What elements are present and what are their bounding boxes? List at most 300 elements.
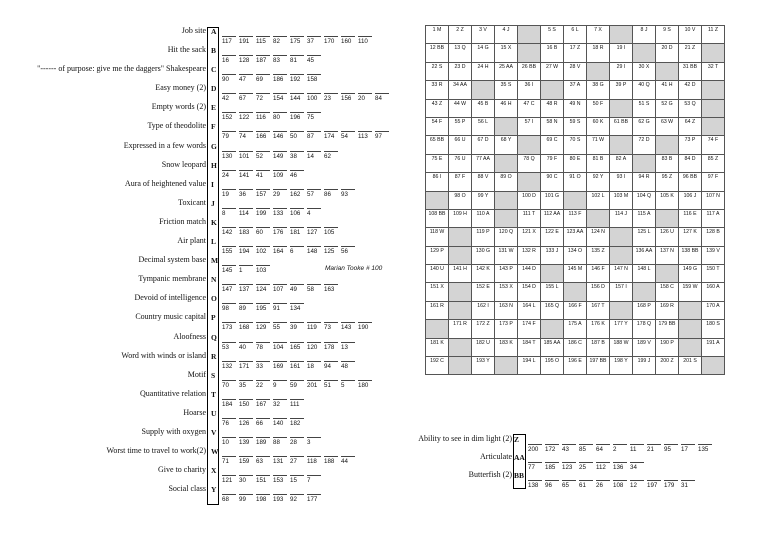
answer-slot[interactable]: 97 (375, 131, 389, 140)
grid-cell[interactable]: 17 Z (564, 44, 587, 62)
grid-cell[interactable]: 57 I (518, 117, 541, 135)
grid-cell[interactable]: 198 Y (610, 357, 633, 375)
answer-slot[interactable]: 168 (239, 322, 253, 331)
answer-slot[interactable]: 170 (324, 36, 338, 45)
grid-cell[interactable]: 83 B (656, 154, 679, 172)
answer-slot[interactable]: 60 (256, 227, 270, 236)
answer-slot[interactable]: 59 (290, 380, 304, 389)
grid-cell[interactable]: 54 F (426, 117, 449, 135)
answer-slot[interactable]: 169 (273, 361, 287, 370)
answer-slot[interactable]: 74 (239, 131, 253, 140)
grid-cell[interactable]: 41 H (656, 81, 679, 99)
answer-slot[interactable]: 148 (307, 246, 321, 255)
grid-cell[interactable]: 44 W (449, 99, 472, 117)
answer-slot[interactable]: 107 (273, 284, 287, 293)
grid-cell[interactable]: 106 J (679, 191, 702, 209)
grid-cell[interactable]: 199 J (633, 357, 656, 375)
grid-cell[interactable]: 180 S (702, 320, 725, 338)
grid-cell[interactable]: 136 AA (633, 246, 656, 264)
answer-slot[interactable]: 142 (222, 227, 236, 236)
answer-slot[interactable]: 116 (256, 112, 270, 121)
grid-cell[interactable]: 90 C (541, 173, 564, 191)
answer-slot[interactable]: 140 (273, 418, 287, 427)
answer-slot[interactable]: 62 (324, 151, 338, 160)
answer-slot[interactable]: 18 (307, 361, 321, 370)
grid-cell[interactable]: 99 Y (472, 191, 495, 209)
grid-cell[interactable]: 201 S (679, 357, 702, 375)
answer-slot[interactable]: 67 (239, 93, 253, 102)
answer-slot[interactable]: 104 (273, 342, 287, 351)
answer-slot[interactable]: 64 (596, 444, 610, 453)
answer-slot[interactable]: 163 (324, 284, 338, 293)
grid-cell[interactable]: 65 BB (426, 136, 449, 154)
answer-slot[interactable]: 15 (290, 475, 304, 484)
answer-slot[interactable]: 84 (375, 93, 389, 102)
grid-cell[interactable]: 49 N (564, 99, 587, 117)
answer-slot[interactable]: 196 (290, 112, 304, 121)
answer-slot[interactable]: 14 (307, 151, 321, 160)
grid-cell[interactable]: 166 F (564, 301, 587, 319)
answer-slot[interactable]: 99 (239, 494, 253, 503)
grid-cell[interactable]: 153 X (495, 283, 518, 301)
answer-slot[interactable]: 51 (324, 380, 338, 389)
answer-slot[interactable]: 127 (307, 227, 321, 236)
answer-slot[interactable]: 75 (307, 112, 321, 121)
answer-slot[interactable]: 27 (290, 456, 304, 465)
answer-slot[interactable]: 80 (273, 112, 287, 121)
answer-slot[interactable]: 10 (222, 437, 236, 446)
answer-slot[interactable]: 162 (290, 189, 304, 198)
answer-slot[interactable]: 183 (239, 227, 253, 236)
grid-cell[interactable]: 195 O (541, 357, 564, 375)
grid-cell[interactable]: 56 L (472, 117, 495, 135)
grid-cell[interactable]: 15 X (495, 44, 518, 62)
grid-cell[interactable]: 26 BB (518, 62, 541, 80)
grid-cell[interactable]: 185 AA (541, 338, 564, 356)
answer-slot[interactable]: 86 (324, 189, 338, 198)
grid-cell[interactable]: 150 T (702, 265, 725, 283)
grid-cell[interactable]: 81 B (587, 154, 610, 172)
grid-cell[interactable]: 112 AA (541, 209, 564, 227)
answer-slot[interactable]: 102 (256, 246, 270, 255)
answer-slot[interactable]: 58 (307, 284, 321, 293)
answer-slot[interactable]: 11 (630, 444, 644, 453)
grid-cell[interactable]: 171 R (449, 320, 472, 338)
answer-slot[interactable]: 37 (307, 36, 321, 45)
grid-cell[interactable]: 35 S (495, 81, 518, 99)
answer-slot[interactable]: 98 (222, 303, 236, 312)
grid-cell[interactable]: 188 W (610, 338, 633, 356)
grid-cell[interactable]: 143 P (495, 265, 518, 283)
grid-cell[interactable]: 168 P (633, 301, 656, 319)
answer-slot[interactable]: 73 (324, 322, 338, 331)
grid-cell[interactable]: 176 K (587, 320, 610, 338)
grid-cell[interactable]: 159 W (679, 283, 702, 301)
answer-slot[interactable]: 158 (307, 74, 321, 83)
answer-slot[interactable]: 65 (562, 480, 576, 489)
grid-cell[interactable]: 145 M (564, 265, 587, 283)
grid-cell[interactable]: 200 Z (656, 357, 679, 375)
answer-slot[interactable]: 191 (239, 36, 253, 45)
grid-cell[interactable]: 27 W (541, 62, 564, 80)
answer-slot[interactable]: 126 (239, 418, 253, 427)
grid-cell[interactable]: 29 I (610, 62, 633, 80)
grid-cell[interactable]: 16 B (541, 44, 564, 62)
answer-slot[interactable]: 55 (273, 322, 287, 331)
grid-cell[interactable]: 96 BB (679, 173, 702, 191)
grid-cell[interactable]: 187 B (587, 338, 610, 356)
grid-cell[interactable]: 123 AA (564, 228, 587, 246)
answer-slot[interactable]: 93 (341, 189, 355, 198)
answer-slot[interactable]: 188 (324, 456, 338, 465)
answer-slot[interactable]: 45 (307, 55, 321, 64)
answer-slot[interactable]: 20 (358, 93, 372, 102)
answer-slot[interactable]: 72 (256, 93, 270, 102)
grid-cell[interactable]: 142 K (472, 265, 495, 283)
answer-slot[interactable]: 30 (239, 475, 253, 484)
grid-cell[interactable]: 151 X (426, 283, 449, 301)
answer-slot[interactable]: 141 (239, 170, 253, 179)
answer-slot[interactable]: 135 (698, 444, 712, 453)
answer-slot[interactable]: 22 (256, 380, 270, 389)
answer-slot[interactable]: 28 (290, 437, 304, 446)
grid-cell[interactable]: 64 Z (679, 117, 702, 135)
answer-slot[interactable]: 109 (273, 170, 287, 179)
grid-cell[interactable]: 155 L (541, 283, 564, 301)
answer-slot[interactable]: 167 (256, 399, 270, 408)
grid-cell[interactable]: 191 A (702, 338, 725, 356)
grid-cell[interactable]: 103 M (610, 191, 633, 209)
grid-cell[interactable]: 120 Q (495, 228, 518, 246)
answer-slot[interactable]: 125 (324, 246, 338, 255)
answer-slot[interactable]: 101 (239, 151, 253, 160)
grid-cell[interactable]: 12 BB (426, 44, 449, 62)
grid-cell[interactable]: 93 I (610, 173, 633, 191)
grid-cell[interactable]: 108 BB (426, 209, 449, 227)
answer-slot[interactable]: 186 (273, 74, 287, 83)
grid-cell[interactable]: 148 L (633, 265, 656, 283)
grid-cell[interactable]: 117 A (702, 209, 725, 227)
answer-slot[interactable]: 110 (358, 36, 372, 45)
answer-slot[interactable]: 91 (273, 303, 287, 312)
grid-cell[interactable]: 77 AA (472, 154, 495, 172)
answer-slot[interactable]: 123 (562, 462, 576, 471)
answer-slot[interactable]: 156 (341, 93, 355, 102)
answer-slot[interactable]: 131 (273, 456, 287, 465)
grid-cell[interactable]: 74 F (702, 136, 725, 154)
grid-cell[interactable]: 46 H (495, 99, 518, 117)
answer-slot[interactable]: 1 (239, 265, 253, 274)
answer-slot[interactable]: 189 (256, 437, 270, 446)
answer-slot[interactable]: 171 (239, 361, 253, 370)
answer-slot[interactable]: 8 (222, 208, 236, 217)
answer-slot[interactable]: 34 (630, 462, 644, 471)
grid-cell[interactable]: 95 Z (656, 173, 679, 191)
grid-cell[interactable]: 125 L (633, 228, 656, 246)
answer-slot[interactable]: 83 (273, 55, 287, 64)
grid-cell[interactable]: 111 T (518, 209, 541, 227)
answer-slot[interactable]: 111 (290, 399, 304, 408)
answer-slot[interactable]: 181 (290, 227, 304, 236)
grid-cell[interactable]: 84 D (679, 154, 702, 172)
answer-slot[interactable]: 193 (273, 494, 287, 503)
answer-slot[interactable]: 185 (545, 462, 559, 471)
answer-slot[interactable]: 87 (307, 131, 321, 140)
grid-cell[interactable]: 161 R (426, 301, 449, 319)
grid-cell[interactable]: 175 A (564, 320, 587, 338)
grid-cell[interactable]: 14 G (472, 44, 495, 62)
answer-slot[interactable]: 6 (290, 246, 304, 255)
answer-slot[interactable]: 39 (290, 322, 304, 331)
grid-cell[interactable]: 53 Q (679, 99, 702, 117)
answer-slot[interactable]: 120 (307, 342, 321, 351)
grid-cell[interactable]: 39 P (610, 81, 633, 99)
grid-cell[interactable]: 55 P (449, 117, 472, 135)
grid-cell[interactable]: 102 L (587, 191, 610, 209)
grid-cell[interactable]: 196 E (564, 357, 587, 375)
answer-slot[interactable]: 133 (273, 208, 287, 217)
grid-cell[interactable]: 113 F (564, 209, 587, 227)
grid-cell[interactable]: 154 D (518, 283, 541, 301)
grid-cell[interactable]: 110 A (472, 209, 495, 227)
grid-cell[interactable]: 40 Q (633, 81, 656, 99)
answer-slot[interactable]: 161 (290, 361, 304, 370)
answer-slot[interactable]: 106 (290, 208, 304, 217)
answer-slot[interactable]: 40 (239, 342, 253, 351)
grid-cell[interactable]: 174 F (518, 320, 541, 338)
grid-cell[interactable]: 63 W (656, 117, 679, 135)
grid-cell[interactable]: 97 F (702, 173, 725, 191)
grid-cell[interactable]: 48 R (541, 99, 564, 117)
answer-slot[interactable]: 199 (256, 208, 270, 217)
grid-cell[interactable]: 91 O (564, 173, 587, 191)
answer-slot[interactable]: 108 (613, 480, 627, 489)
grid-cell[interactable]: 88 V (472, 173, 495, 191)
answer-slot[interactable]: 165 (290, 342, 304, 351)
grid-cell[interactable]: 59 S (564, 117, 587, 135)
answer-slot[interactable]: 61 (579, 480, 593, 489)
grid-cell[interactable]: 128 B (702, 228, 725, 246)
grid-cell[interactable]: 62 G (633, 117, 656, 135)
answer-slot[interactable]: 143 (341, 322, 355, 331)
answer-slot[interactable]: 36 (239, 189, 253, 198)
answer-slot[interactable]: 7 (307, 475, 321, 484)
answer-slot[interactable]: 118 (307, 456, 321, 465)
grid-cell[interactable]: 42 D (679, 81, 702, 99)
grid-cell[interactable]: 101 G (541, 191, 564, 209)
grid-cell[interactable]: 147 N (610, 265, 633, 283)
answer-slot[interactable]: 48 (341, 361, 355, 370)
grid-cell[interactable]: 139 V (702, 246, 725, 264)
grid-cell[interactable]: 68 Y (495, 136, 518, 154)
answer-slot[interactable]: 113 (358, 131, 372, 140)
answer-slot[interactable]: 89 (239, 303, 253, 312)
answer-slot[interactable]: 38 (290, 151, 304, 160)
grid-cell[interactable]: 122 E (541, 228, 564, 246)
grid-cell[interactable]: 82 A (610, 154, 633, 172)
grid-cell[interactable]: 89 O (495, 173, 518, 191)
grid-cell[interactable]: 52 G (656, 99, 679, 117)
grid-cell[interactable]: 2 Z (449, 26, 472, 44)
grid-cell[interactable]: 32 T (702, 62, 725, 80)
answer-slot[interactable]: 195 (256, 303, 270, 312)
answer-slot[interactable]: 115 (256, 36, 270, 45)
answer-slot[interactable]: 149 (273, 151, 287, 160)
answer-slot[interactable]: 200 (528, 444, 542, 453)
grid-cell[interactable]: 177 Y (610, 320, 633, 338)
grid-cell[interactable]: 104 Q (633, 191, 656, 209)
answer-slot[interactable]: 90 (222, 74, 236, 83)
grid-cell[interactable]: 51 S (633, 99, 656, 117)
grid-cell[interactable]: 50 F (587, 99, 610, 117)
answer-slot[interactable]: 44 (341, 456, 355, 465)
answer-slot[interactable]: 56 (341, 246, 355, 255)
grid-cell[interactable]: 20 D (656, 44, 679, 62)
answer-slot[interactable]: 197 (647, 480, 661, 489)
answer-slot[interactable]: 144 (290, 93, 304, 102)
answer-slot[interactable]: 81 (290, 55, 304, 64)
grid-cell[interactable]: 181 K (426, 338, 449, 356)
grid-cell[interactable]: 115 A (633, 209, 656, 227)
grid-cell[interactable]: 67 D (472, 136, 495, 154)
grid-cell[interactable]: 69 C (541, 136, 564, 154)
grid-cell[interactable]: 183 K (495, 338, 518, 356)
grid-cell[interactable]: 7 X (587, 26, 610, 44)
grid-cell[interactable]: 9 S (656, 26, 679, 44)
grid-cell[interactable]: 105 K (656, 191, 679, 209)
grid-cell[interactable]: 80 E (564, 154, 587, 172)
grid-cell[interactable]: 138 BB (679, 246, 702, 264)
grid-cell[interactable]: 36 I (518, 81, 541, 99)
answer-slot[interactable]: 63 (256, 456, 270, 465)
grid-cell[interactable]: 186 C (564, 338, 587, 356)
grid-cell[interactable]: 100 D (518, 191, 541, 209)
answer-slot[interactable]: 68 (222, 494, 236, 503)
answer-slot[interactable]: 35 (239, 380, 253, 389)
answer-slot[interactable]: 21 (647, 444, 661, 453)
grid-cell[interactable]: 118 W (426, 228, 449, 246)
grid-cell[interactable]: 19 I (610, 44, 633, 62)
answer-slot[interactable]: 105 (324, 227, 338, 236)
answer-slot[interactable]: 9 (273, 380, 287, 389)
grid-cell[interactable]: 66 U (449, 136, 472, 154)
grid-cell[interactable]: 158 C (656, 283, 679, 301)
answer-slot[interactable]: 173 (222, 322, 236, 331)
grid-cell[interactable]: 71 W (587, 136, 610, 154)
grid-cell[interactable]: 140 U (426, 265, 449, 283)
answer-slot[interactable]: 155 (222, 246, 236, 255)
grid-cell[interactable]: 182 U (472, 338, 495, 356)
answer-slot[interactable]: 176 (273, 227, 287, 236)
answer-slot[interactable]: 172 (545, 444, 559, 453)
grid-cell[interactable]: 149 G (679, 265, 702, 283)
answer-slot[interactable]: 179 (664, 480, 678, 489)
grid-cell[interactable]: 152 E (472, 283, 495, 301)
answer-slot[interactable]: 3 (307, 437, 321, 446)
answer-slot[interactable]: 82 (273, 36, 287, 45)
grid-cell[interactable]: 28 V (564, 62, 587, 80)
grid-cell[interactable]: 194 L (518, 357, 541, 375)
answer-slot[interactable]: 4 (307, 208, 321, 217)
answer-slot[interactable]: 182 (290, 418, 304, 427)
answer-slot[interactable]: 159 (239, 456, 253, 465)
answer-slot[interactable]: 57 (307, 189, 321, 198)
answer-slot[interactable]: 25 (579, 462, 593, 471)
answer-slot[interactable]: 29 (273, 189, 287, 198)
answer-slot[interactable]: 79 (222, 131, 236, 140)
grid-cell[interactable]: 85 Z (702, 154, 725, 172)
grid-cell[interactable]: 92 Y (587, 173, 610, 191)
grid-cell[interactable]: 75 E (426, 154, 449, 172)
answer-slot[interactable]: 85 (579, 444, 593, 453)
answer-slot[interactable]: 88 (273, 437, 287, 446)
grid-cell[interactable]: 124 N (587, 228, 610, 246)
grid-cell[interactable]: 141 H (449, 265, 472, 283)
answer-slot[interactable]: 184 (222, 399, 236, 408)
answer-slot[interactable]: 94 (324, 361, 338, 370)
grid-cell[interactable]: 78 Q (518, 154, 541, 172)
answer-slot[interactable]: 132 (222, 361, 236, 370)
answer-slot[interactable]: 154 (273, 93, 287, 102)
grid-cell[interactable]: 61 BB (610, 117, 633, 135)
answer-slot[interactable]: 190 (358, 322, 372, 331)
grid-cell[interactable]: 134 O (564, 246, 587, 264)
grid-cell[interactable]: 5 S (541, 26, 564, 44)
answer-slot[interactable]: 122 (239, 112, 253, 121)
answer-slot[interactable]: 46 (290, 170, 304, 179)
grid-cell[interactable]: 10 V (679, 26, 702, 44)
grid-cell[interactable]: 197 BB (587, 357, 610, 375)
answer-slot[interactable]: 92 (290, 494, 304, 503)
answer-slot[interactable]: 138 (528, 480, 542, 489)
grid-cell[interactable]: 170 A (702, 301, 725, 319)
grid-cell[interactable]: 11 Z (702, 26, 725, 44)
answer-slot[interactable]: 103 (256, 265, 270, 274)
answer-slot[interactable]: 192 (290, 74, 304, 83)
answer-slot[interactable]: 194 (239, 246, 253, 255)
grid-cell[interactable]: 86 I (426, 173, 449, 191)
answer-slot[interactable]: 33 (256, 361, 270, 370)
answer-slot[interactable]: 114 (239, 208, 253, 217)
grid-cell[interactable]: 72 D (633, 136, 656, 154)
grid-cell[interactable]: 109 H (449, 209, 472, 227)
answer-slot[interactable]: 23 (324, 93, 338, 102)
grid-cell[interactable]: 8 J (633, 26, 656, 44)
answer-slot[interactable]: 160 (341, 36, 355, 45)
answer-slot[interactable]: 137 (239, 284, 253, 293)
grid-cell[interactable]: 190 P (656, 338, 679, 356)
answer-slot[interactable]: 41 (256, 170, 270, 179)
answer-slot[interactable]: 53 (222, 342, 236, 351)
grid-cell[interactable]: 169 R (656, 301, 679, 319)
grid-cell[interactable]: 21 Z (679, 44, 702, 62)
answer-slot[interactable]: 139 (239, 437, 253, 446)
grid-cell[interactable]: 192 C (426, 357, 449, 375)
answer-slot[interactable]: 153 (273, 475, 287, 484)
grid-cell[interactable]: 165 Q (541, 301, 564, 319)
answer-slot[interactable]: 50 (290, 131, 304, 140)
answer-slot[interactable]: 54 (341, 131, 355, 140)
answer-slot[interactable]: 128 (239, 55, 253, 64)
answer-slot[interactable]: 124 (256, 284, 270, 293)
grid-cell[interactable]: 73 P (679, 136, 702, 154)
answer-slot[interactable]: 145 (222, 265, 236, 274)
grid-cell[interactable]: 193 Y (472, 357, 495, 375)
grid-cell[interactable]: 98 O (449, 191, 472, 209)
answer-slot[interactable]: 121 (222, 475, 236, 484)
grid-cell[interactable]: 107 N (702, 191, 725, 209)
grid-cell[interactable]: 162 I (472, 301, 495, 319)
